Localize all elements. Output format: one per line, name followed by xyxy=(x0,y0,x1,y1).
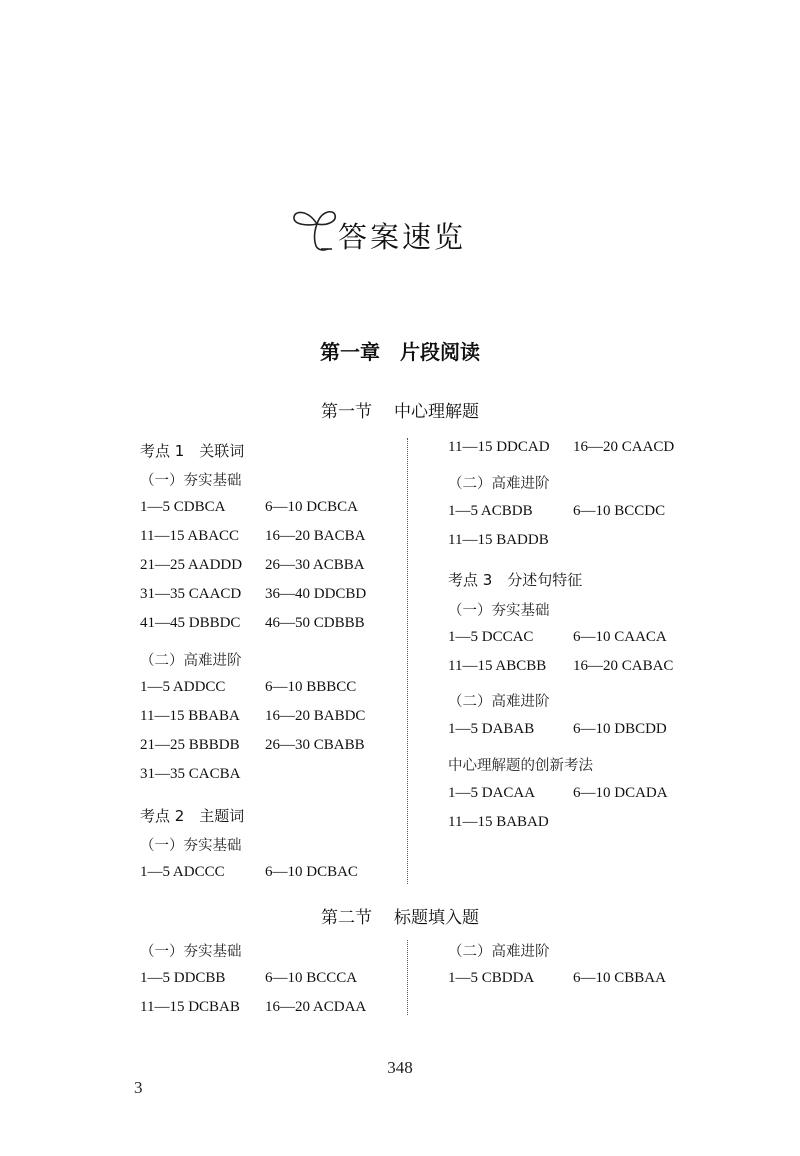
kp2-title: 考点 2 主题词 xyxy=(140,807,245,825)
answer-row: 1—5 CBDDA 6—10 CBBAA xyxy=(448,970,666,986)
answer-row: 31—35 CAACD 36—40 DDCBD xyxy=(140,586,367,602)
answer-row: 1—5 DCCAC 6—10 CAACA xyxy=(448,629,667,645)
kp3-title: 考点 3 分述句特征 xyxy=(448,571,583,589)
answer-row: 11—15 ABCBB 16—20 CABAC xyxy=(448,658,674,674)
column-divider xyxy=(407,438,408,884)
answer-row: 11—15 BABAD xyxy=(448,814,549,830)
answer-row: 31—35 CACBA xyxy=(140,766,241,782)
kp1-advanced-label: （二）高难进阶 xyxy=(140,653,242,669)
answer-row: 11—15 DCBAB 16—20 ACDAA xyxy=(140,999,367,1015)
section-2-number: 第二节 xyxy=(321,908,372,928)
kp3-advanced-label: （二）高难进阶 xyxy=(448,694,550,710)
section-2-name: 标题填入题 xyxy=(394,908,479,928)
answer-row: 11—15 ABACC 16—20 BACBA xyxy=(140,528,366,544)
answer-row: 1—5 ACBDB 6—10 BCCDC xyxy=(448,503,666,519)
s2-advanced-label: （二）高难进阶 xyxy=(448,944,550,960)
kp2-basic-label: （一）夯实基础 xyxy=(140,838,242,854)
chapter-title: 第一章 片段阅读 xyxy=(320,340,480,364)
s2-basic-label: （一）夯实基础 xyxy=(140,944,242,960)
answer-row: 1—5 DABAB 6—10 DBCDD xyxy=(448,721,667,737)
column-divider xyxy=(407,940,408,1015)
answer-row: 41—45 DBBDC 46—50 CDBBB xyxy=(140,615,365,631)
edge-mark: 3 xyxy=(134,1078,143,1097)
answer-row: 11—15 BBABA 16—20 BABDC xyxy=(140,708,366,724)
answer-row: 21—25 AADDD 26—30 ACBBA xyxy=(140,557,365,573)
kp1-basic-label: （一）夯实基础 xyxy=(140,473,242,489)
kp1-title: 考点 1 关联词 xyxy=(140,442,245,460)
section-2-left-column xyxy=(140,0,400,1040)
answer-row: 11—15 BADDB xyxy=(448,532,549,548)
answer-row: 21—25 BBBDB 26—30 CBABB xyxy=(140,737,365,753)
answer-row: 1—5 DACAA 6—10 DCADA xyxy=(448,785,668,801)
answer-row: 11—15 DDCAD 16—20 CAACD xyxy=(448,439,675,455)
answer-row: 1—5 CDBCA 6—10 DCBCA xyxy=(140,499,358,515)
answer-row: 1—5 ADDCC 6—10 BBBCC xyxy=(140,679,357,695)
answer-row: 1—5 ADCCC 6—10 DCBAC xyxy=(140,864,358,880)
answer-row: 1—5 DDCBB 6—10 BCCCA xyxy=(140,970,358,986)
section-1-name: 中心理解题 xyxy=(394,402,479,422)
page-number: 348 xyxy=(387,1058,413,1077)
kp2-advanced-label: （二）高难进阶 xyxy=(448,476,550,492)
page-title: 答案速览 xyxy=(338,220,467,254)
innovation-label: 中心理解题的创新考法 xyxy=(448,758,593,774)
section-1-number: 第一节 xyxy=(321,402,372,422)
kp3-basic-label: （一）夯实基础 xyxy=(448,603,550,619)
section-2-right-column xyxy=(448,0,748,1040)
